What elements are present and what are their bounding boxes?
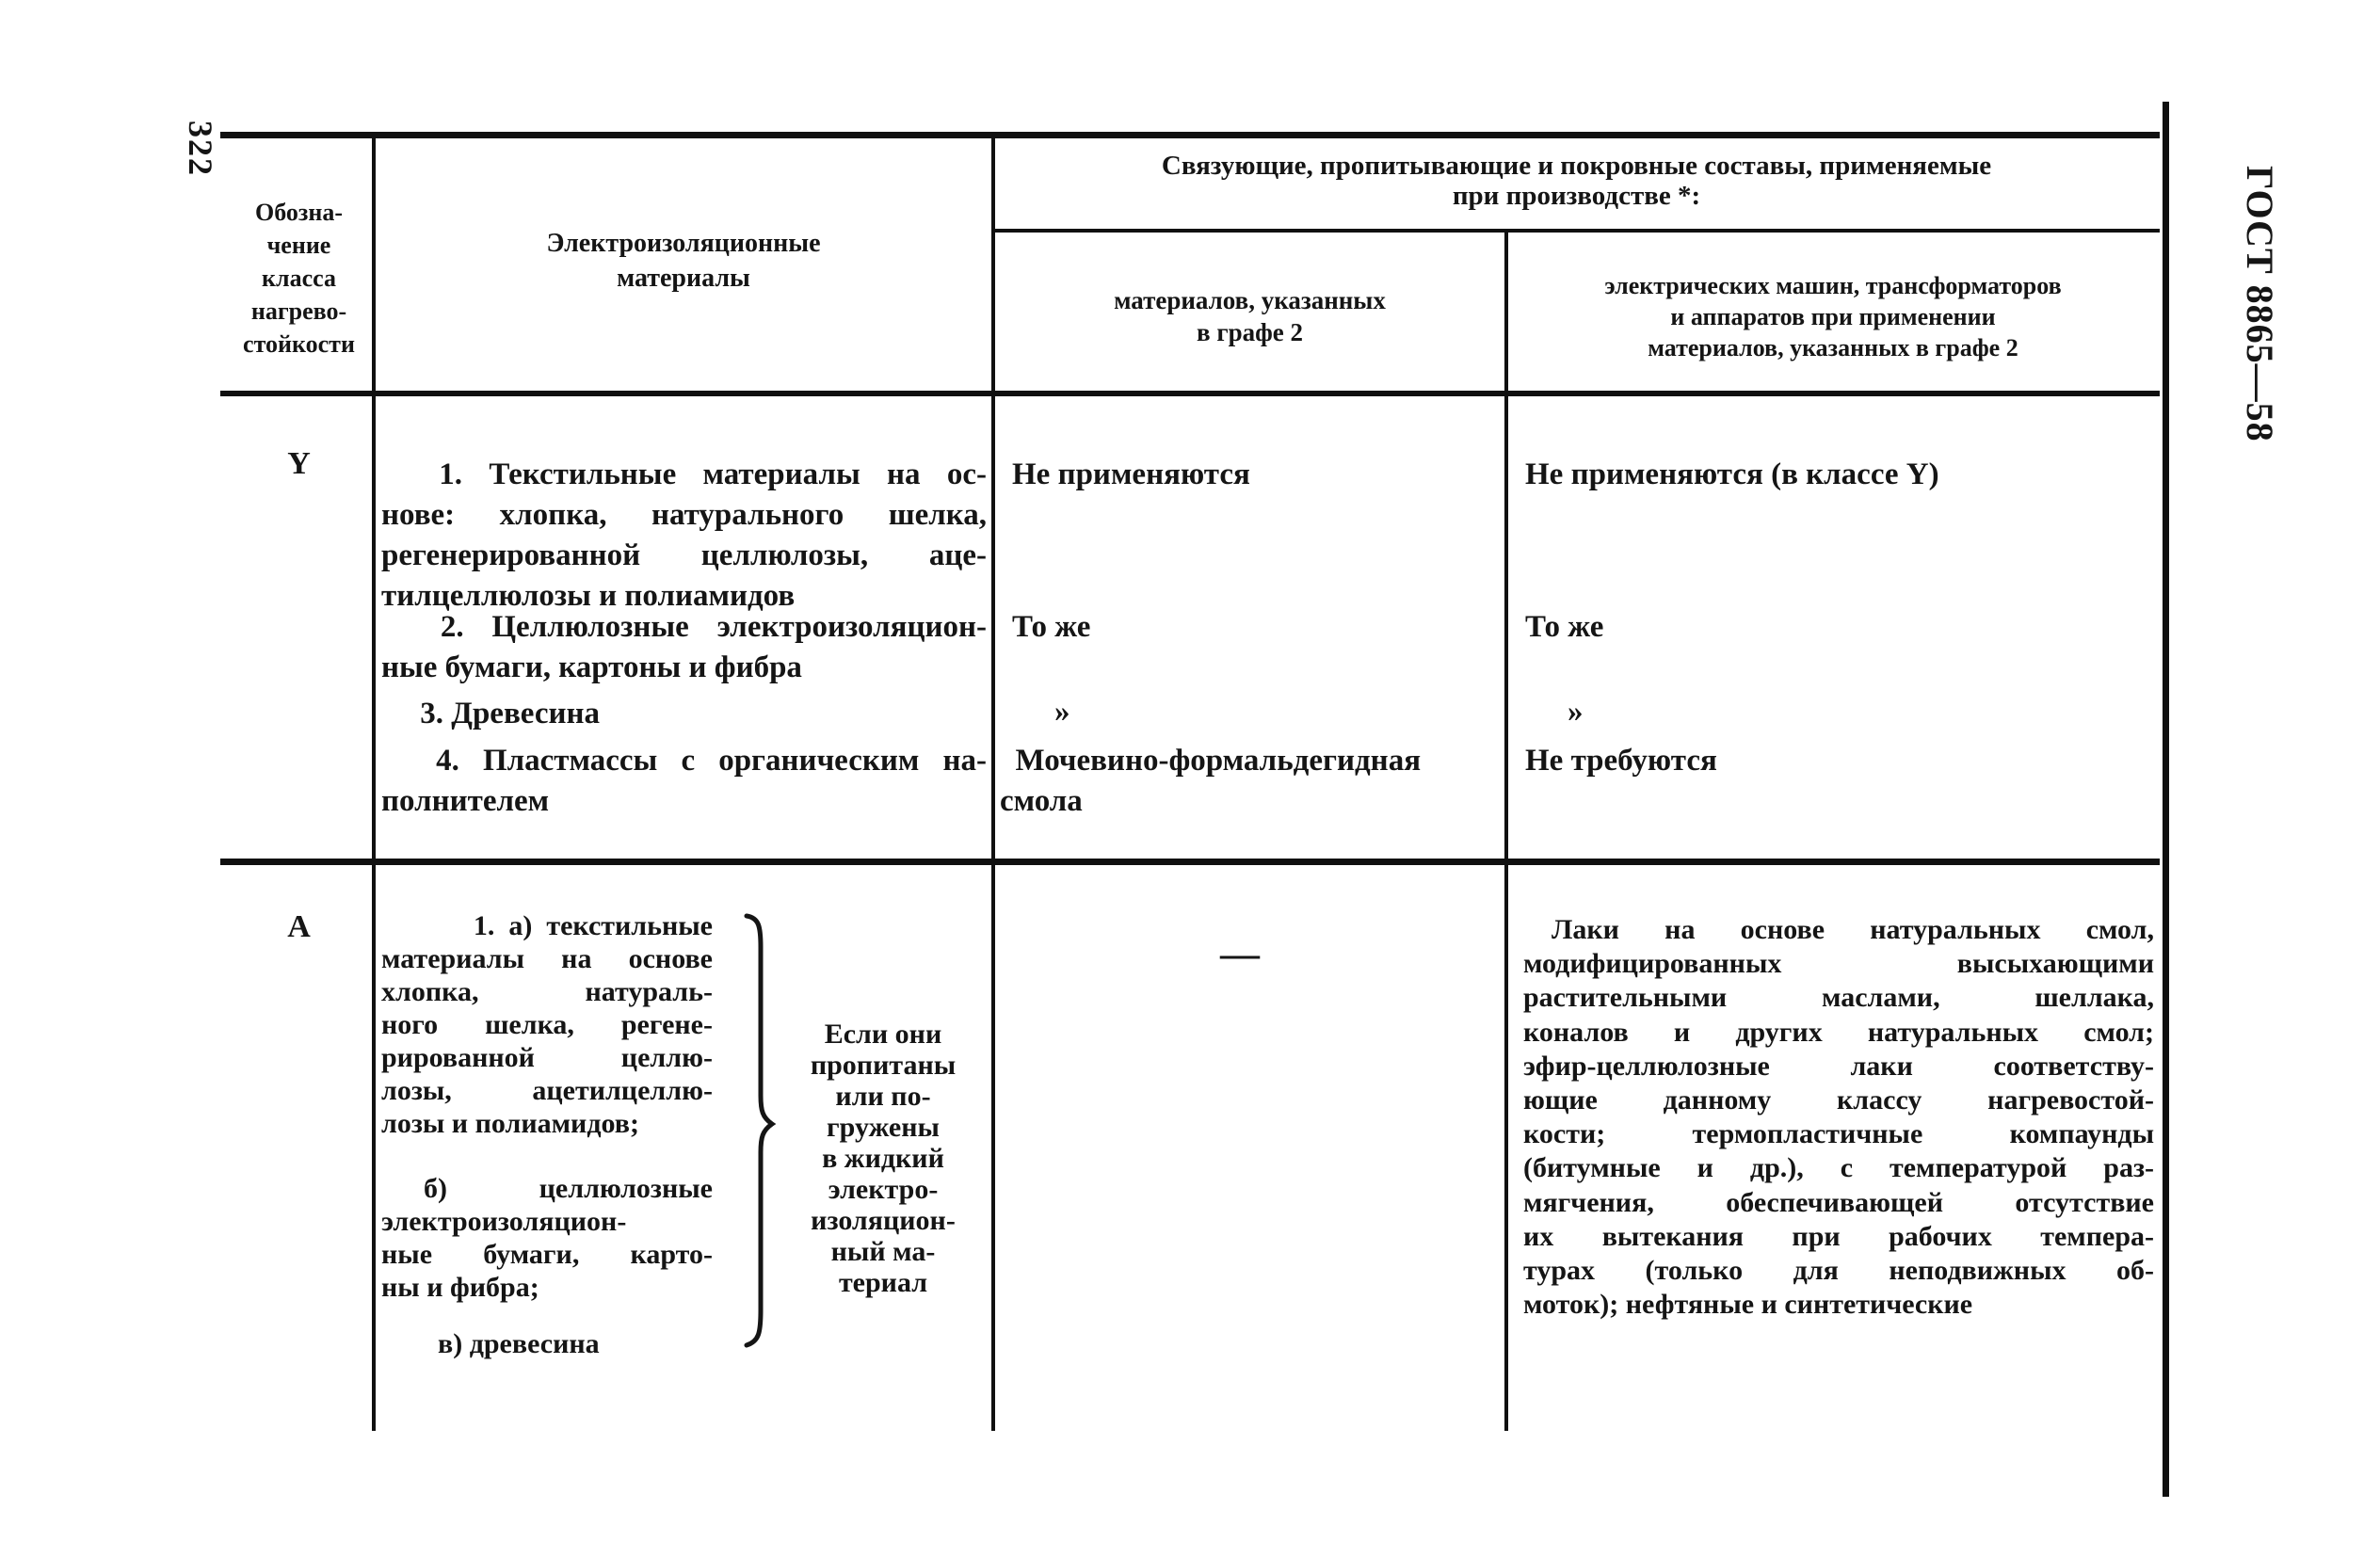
class-y-for-machines-item-2: То же	[1525, 610, 1604, 644]
header-class-column: Обозна- чение класса нагрево- стойкости	[243, 199, 355, 358]
class-y-for-machines-item-4: Не требуются	[1525, 744, 1717, 778]
class-y-for-materials-item-4: Мочевино-формальдегидная смола	[1000, 744, 1422, 818]
header-compounds-for-materials: материалов, указанных в графе 2	[1114, 286, 1386, 346]
row-separator-line	[220, 859, 2160, 865]
page-number: 322	[182, 120, 219, 177]
class-a-materials-item-b: б) целлюлозные электроизоляцион- ные бумаги, карто- ны и фибра;	[381, 1173, 713, 1303]
page-right-border	[2163, 102, 2169, 1497]
class-a-for-machines-paragraph: Лаки на основе натуральных смол, модифицированных высыхающими растительными маслами, шеллака, коналов и других натуральных смол; эфир-целлюлозные лаки соответству- ющие данному классу нагревостой- кости; термопластичные компаунды (битумные и др.), с температурой раз- мягчения, обеспечивающей отсутствие их вытекания при рабочих темпера- турах (только для неподвижных об- моток); нефтяные и синтетические	[1523, 914, 2154, 1321]
subheader-divider-line	[991, 229, 2160, 233]
class-a-materials-item-a: 1. а) текстильные материалы на основе хлопка, натураль- ного шелка, регене- рированной целлю- лозы, ацетилцеллю- лозы и полиамидов;	[381, 910, 713, 1139]
class-a-label: А	[287, 909, 311, 944]
class-y-for-materials-item-2: То же	[1012, 610, 1091, 644]
class-y-materials-item-4: 4. Пластмассы с органическим на- полнителем	[381, 744, 987, 818]
column-divider-1	[372, 136, 376, 1431]
class-y-for-materials-item-3-ditto: »	[1054, 695, 1070, 729]
class-a-for-materials-dash: —	[1220, 933, 1260, 976]
class-y-materials-item-3: 3. Древесина	[381, 697, 600, 730]
standard-reference: ГОСТ 8865—58	[2239, 166, 2281, 442]
right-brace-symbol	[740, 911, 778, 1350]
header-bottom-border	[220, 391, 2160, 396]
class-y-for-machines-item-3-ditto: »	[1568, 695, 1584, 729]
class-y-for-materials-item-1: Не применяются	[1012, 457, 1250, 491]
class-y-label: Y	[287, 446, 311, 481]
class-a-impregnation-condition: Если они пропитаны или по- гружены в жидкий электро- изоляцион- ный ма- териал	[810, 1019, 957, 1298]
class-a-materials-item-c: в) древесина	[381, 1328, 600, 1359]
header-compounds-for-machines: электрических машин, трансформаторов и аппаратов при применении материалов, указанных в графе 2	[1604, 272, 2062, 361]
header-compounds-group: Связующие, пропитывающие и покровные составы, применяемые при производстве *:	[1161, 151, 1992, 211]
header-materials-column: Электроизоляционные материалы	[546, 229, 821, 293]
class-y-materials-item-2: 2. Целлюлозные электроизоляцион- ные бумаги, картоны и фибра	[381, 610, 987, 684]
table-top-border	[220, 132, 2160, 138]
column-divider-3	[1504, 233, 1508, 1431]
class-y-materials-item-1: 1. Текстильные материалы на ос- нове: хлопка, натурального шелка, регенерированной целлюлозы, аце- тилцеллюлозы и полиамидов	[381, 457, 987, 613]
class-y-for-machines-item-1: Не применяются (в классе Y)	[1525, 457, 1939, 491]
